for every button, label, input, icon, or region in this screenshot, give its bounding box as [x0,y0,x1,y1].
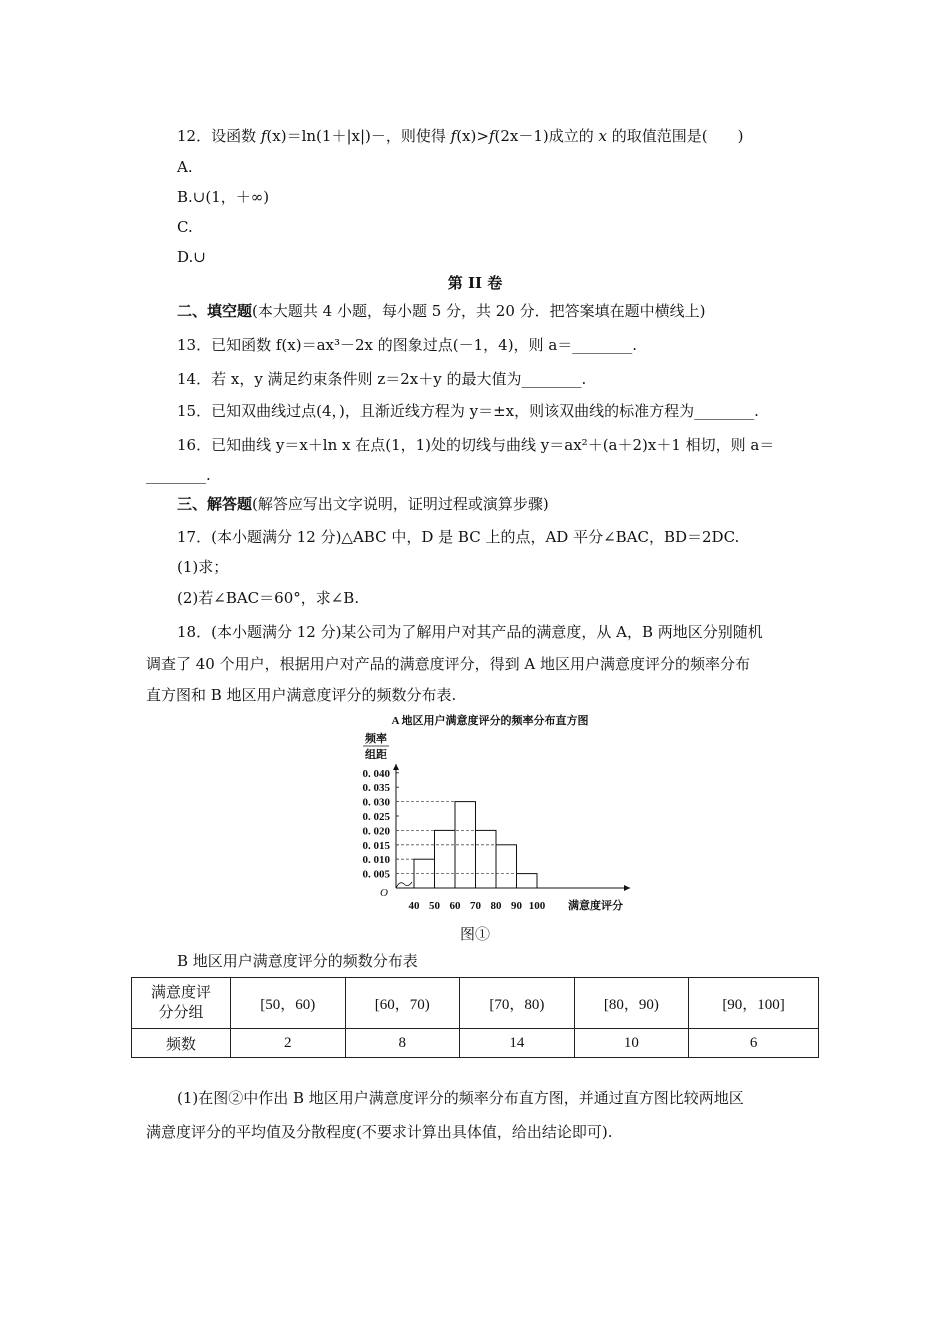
x-tick-label: 50 [429,900,440,912]
frequency-table [131,977,819,1058]
q14: 14．若 x，y 满足约束条件则 z＝2x＋y 的最大值为________. [177,370,587,388]
axis-break [396,882,412,888]
table-row-groups [132,978,819,1029]
q12-stem: 12．设函数 f(x)＝ln(1＋|x|)－，则使得 f(x)>f(2x－1)成立的 x 的取值范围是( ) [177,127,744,145]
histogram-bar [435,830,456,888]
table-header-group: 满意度评 分分组 [132,978,231,1029]
x-tick-label: 100 [528,900,546,912]
y-tick-label: 0. 030 [362,796,390,809]
chart-title: A 地区用户满意度评分的频率分布直方图 [391,715,589,727]
table-row-counts [132,1029,819,1058]
y-tick-label: 0. 040 [362,767,390,780]
q18-part1-line2: 满意度评分的平均值及分散程度(不要求计算出具体值，给出结论即可). [146,1123,613,1141]
q18-part1-line1: (1)在图②中作出 B 地区用户满意度评分的频率分布直方图，并通过直方图比较两地区 [177,1089,744,1107]
y-tick-label: 0. 020 [362,825,390,838]
table-cell-group: [60，70) [345,978,460,1029]
table-cell-count: 14 [460,1029,575,1058]
histogram-bar [496,845,517,888]
q18-line2: 调查了 40 个用户，根据用户对产品的满意度评分，得到 A 地区用户满意度评分的频率分布 [146,655,750,673]
table-cell-group: [70，80) [460,978,575,1029]
q12-option-d: D.∪ [177,248,206,266]
q16-line2: ________. [146,466,211,484]
x-tick-label: 40 [408,900,420,912]
q17-stem: 17．(本小题满分 12 分)△ABC 中，D 是 BC 上的点，AD 平分∠BAC，BD＝2DC. [177,528,740,546]
table-cell-group: [90，100] [689,978,819,1029]
x-tick-label: 90 [511,900,522,912]
y-tick-label: 0. 005 [362,868,390,881]
y-axis-arrow [393,764,399,770]
q15: 15．已知双曲线过点(4，)，且渐近线方程为 y＝±x，则该双曲线的标准方程为________. [177,402,759,420]
q18-line1: 18．(本小题满分 12 分)某公司为了解用户对其产品的满意度，从 A，B 两地区分别随机 [177,623,763,641]
q12-option-b: B.∪(1，＋∞) [177,188,270,206]
q13: 13．已知函数 f(x)＝ax³－2x 的图象过点(－1，4)，则 a＝________. [177,336,638,354]
table-cell-count: 6 [689,1029,819,1058]
q16-line1: 16．已知曲线 y＝x＋ln x 在点(1，1)处的切线与曲线 y＝ax²＋(a＋2)x＋1 相切，则 a＝ [177,436,775,454]
figure-caption: 图① [459,925,490,943]
y-tick-label: 0. 035 [362,782,390,795]
x-axis-label: 满意度评分 [568,900,623,912]
table-header-count: 频数 [132,1029,231,1058]
table-title: B 地区用户满意度评分的频数分布表 [177,952,418,970]
section3-heading: 三、解答题(解答应写出文字说明，证明过程或演算步骤) [177,495,549,513]
q12-option-c: C. [177,218,193,236]
x-tick-label: 70 [470,900,481,912]
histogram-chart [340,712,640,917]
table-cell-count: 8 [345,1029,460,1058]
q17-part1: (1)求； [177,558,229,576]
y-label-bottom: 组距 [365,749,387,761]
q12-option-a: A. [177,158,193,176]
x-tick-label: 80 [490,900,502,912]
table-cell-count: 2 [231,1029,346,1058]
y-tick-label: 0. 010 [362,854,390,867]
x-axis-arrow [624,885,630,891]
y-tick-label: 0. 015 [362,839,390,852]
q18-line3: 直方图和 B 地区用户满意度评分的频数分布表. [146,686,457,704]
histogram-bar [476,830,497,888]
q17-part2: (2)若∠BAC＝60°，求∠B. [177,589,360,607]
part2-title: 第 II 卷 [447,274,503,292]
table-cell-group: [50，60) [231,978,346,1029]
histogram-bar [517,874,538,888]
section2-heading: 二、填空题(本大题共 4 小题，每小题 5 分，共 20 分．把答案填在题中横线上) [177,302,706,320]
x-tick-label: 60 [449,900,461,912]
y-label-top: 频率 [365,733,387,745]
table-cell-count: 10 [574,1029,689,1058]
table-cell-group: [80，90) [574,978,689,1029]
y-tick-label: 0. 025 [362,811,390,823]
origin-label: O [380,887,388,899]
